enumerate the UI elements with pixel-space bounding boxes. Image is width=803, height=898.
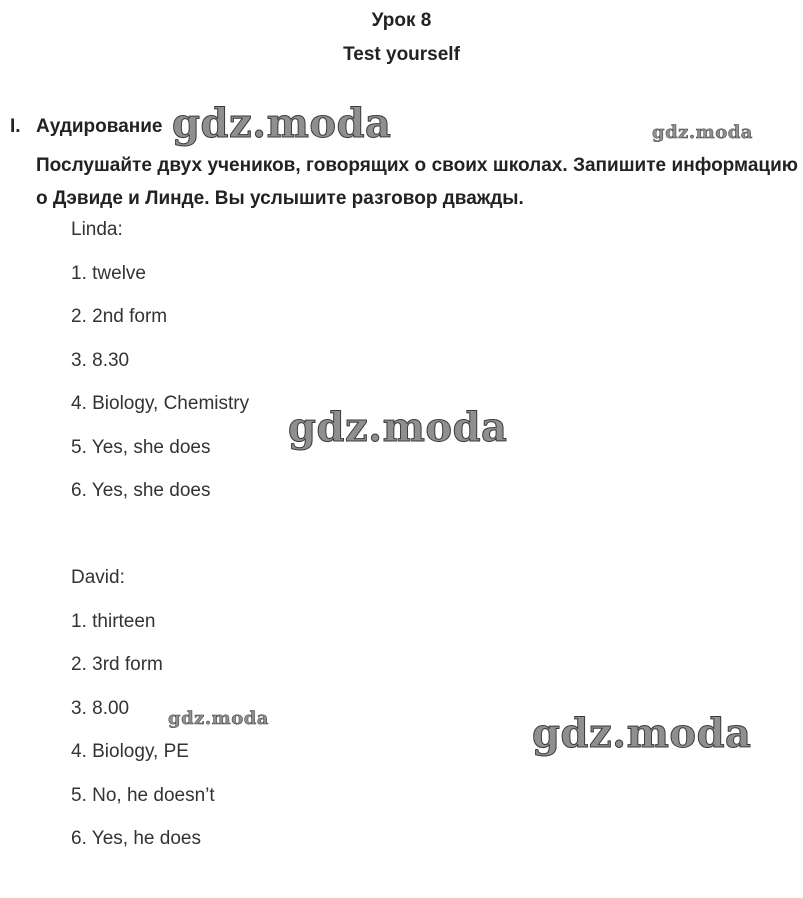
answer-item: 1. thirteen: [71, 610, 156, 632]
linda-answers: [71, 219, 249, 524]
answer-item: 5. Yes, she does: [71, 436, 211, 458]
section-number: I.: [10, 116, 21, 137]
answer-item: 5. No, he doesn’t: [71, 784, 215, 806]
answer-item: 4. Biology, Chemistry: [71, 393, 250, 414]
answer-item: 4. Biology, PE: [71, 741, 189, 762]
answer-item: 3. 8.30: [71, 349, 130, 371]
lesson-subtitle: Test yourself: [343, 44, 460, 65]
watermark: gdz.moda: [168, 708, 269, 729]
watermark: gdz.moda: [532, 710, 752, 757]
watermark: gdz.moda: [652, 122, 753, 143]
watermark: gdz.moda: [172, 100, 392, 147]
student-name-linda: Linda:: [71, 219, 123, 240]
answer-item: 2. 3rd form: [71, 654, 163, 675]
answer-item: 3. 8.00: [71, 697, 130, 719]
student-name-david: David:: [71, 567, 125, 588]
answer-item: 6. Yes, he does: [71, 828, 201, 849]
section-title: Аудирование: [36, 116, 163, 137]
lesson-title: Урок 8: [371, 10, 432, 31]
watermark: gdz.moda: [288, 404, 508, 451]
answer-item: 6. Yes, she does: [71, 480, 211, 501]
answer-item: 2. 2nd form: [71, 306, 168, 327]
section-instruction: Послушайте двух учеников, говорящих о своих школах. Запишите информацию о Дэвиде и Линде. Вы услышите разговор дважды.: [36, 155, 798, 209]
answer-item: 1. twelve: [71, 262, 146, 284]
